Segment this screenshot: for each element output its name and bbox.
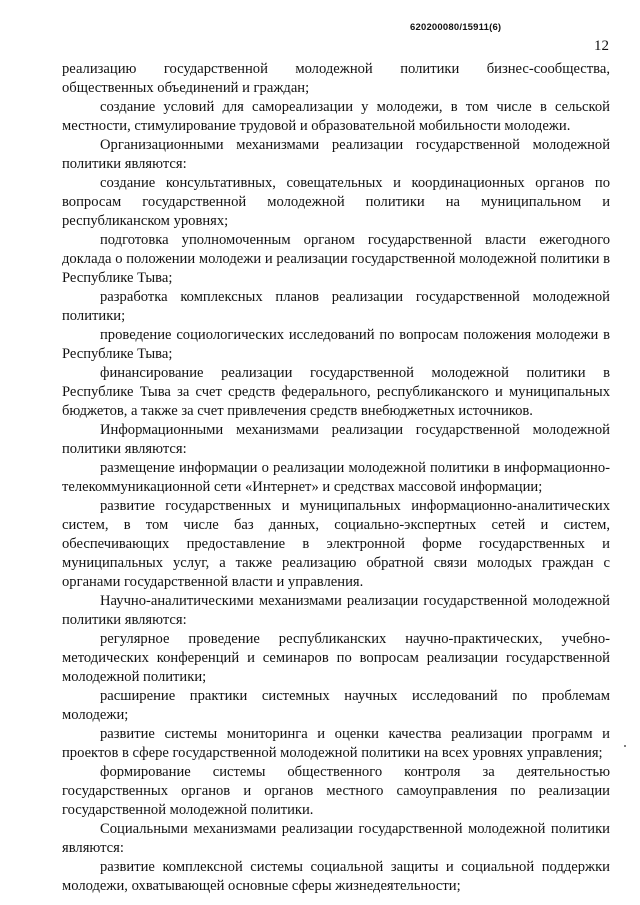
paragraph: размещение информации о реализации молодежной политики в информационно-телекоммуникационной сети «Интернет» и средствах массовой информации; <box>62 460 610 495</box>
paragraph: Социальными механизмами реализации государственной молодежной политики являются: <box>62 821 610 856</box>
paragraph: создание консультативных, совещательных и координационных органов по вопросам государственной молодежной политики на муниципальном и республиканском уровнях; <box>62 175 610 229</box>
page-number: 12 <box>594 38 609 54</box>
paragraph: развитие системы мониторинга и оценки качества реализации программ и проектов в сфере государственной молодежной политики на всех уровнях управления; <box>62 726 610 761</box>
paragraph: развитие комплексной системы социальной защиты и социальной поддержки молодежи, охватывающей основные сферы жизнедеятельности; <box>62 859 610 894</box>
paragraph: Научно-аналитическими механизмами реализации государственной молодежной политики являются: <box>62 593 610 628</box>
document-code: 620200080/15911(6) <box>410 22 502 33</box>
paragraph: реализацию государственной молодежной политики бизнес-сообщества, общественных объединений и граждан; <box>62 61 610 96</box>
paragraph: проведение социологических исследований по вопросам положения молодежи в Республике Тыва; <box>62 327 610 362</box>
scan-speck <box>624 745 626 747</box>
paragraph: подготовка уполномоченным органом государственной власти ежегодного доклада о положении молодежи и реализации государственной молодежной политики в Республике Тыва; <box>62 232 610 286</box>
paragraph: финансирование реализации государственной молодежной политики в Республике Тыва за счет средств федерального, республиканского и муниципальных бюджетов, а также за счет привлечения средств внебюджетных источников. <box>62 365 610 419</box>
paragraph: разработка комплексных планов реализации государственной молодежной политики; <box>62 289 610 324</box>
paragraph: формирование системы общественного контроля за деятельностью государственных органов и органов местного самоуправления по реализации государственной молодежной политики. <box>62 764 610 818</box>
paragraph: расширение практики системных научных исследований по проблемам молодежи; <box>62 688 610 723</box>
document-body <box>62 60 610 896</box>
paragraph: Информационными механизмами реализации государственной молодежной политики являются: <box>62 422 610 457</box>
paragraph: регулярное проведение республиканских научно-практических, учебно-методических конференций и семинаров по вопросам реализации государственной молодежной политики; <box>62 631 610 685</box>
paragraph: Организационными механизмами реализации государственной молодежной политики являются: <box>62 137 610 172</box>
paragraph: развитие государственных и муниципальных информационно-аналитических систем, в том числе баз данных, социально-экспертных сетей и систем, обеспечивающих предоставление в электронной форме государственных и муниципальных услуг, а также реализацию обратной связи молодых граждан с органами государственной власти и управления. <box>62 498 610 590</box>
paragraph: создание условий для самореализации у молодежи, в том числе в сельской местности, стимулирование трудовой и образовательной мобильности молодежи. <box>62 99 610 134</box>
